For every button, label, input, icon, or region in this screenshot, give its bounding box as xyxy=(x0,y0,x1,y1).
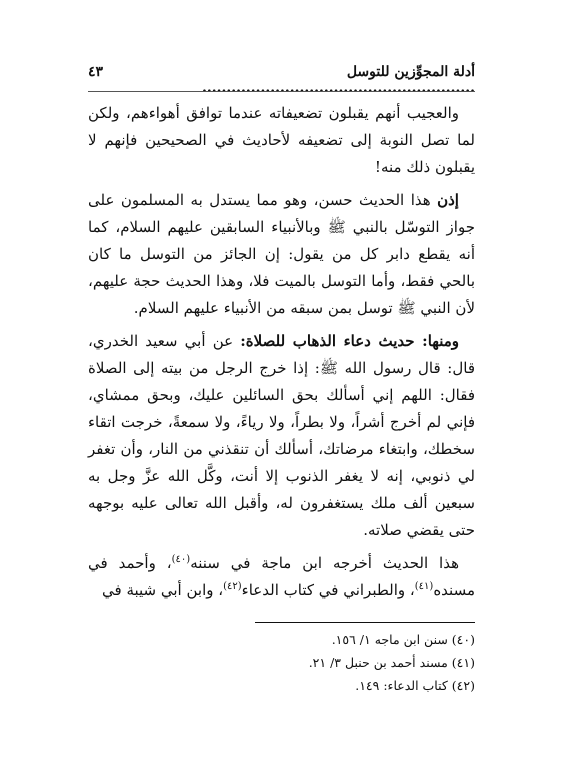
header-leader-dots: ........................................................ xyxy=(202,80,475,96)
footnote: (٤٢) كتاب الدعاء: ١٤٩. xyxy=(355,678,475,693)
paragraph-lead: إذن xyxy=(437,191,459,209)
paragraph xyxy=(88,187,475,322)
paragraph-text: والعجيب أنهم يقبلون تضعيفاته عندما توافق أهواءهم، ولكن لما تصل النوبة إلى تضعيفه لأحاديث في الصحيحين فإنهم لا يقبلون ذلك منه! xyxy=(88,104,475,176)
footnote-separator xyxy=(255,622,475,623)
footnote-ref[interactable]: (٤٢) xyxy=(223,581,242,592)
paragraph-text: هذا الحديث حسن، وهو مما يستدل به المسلمون على جواز التوسّل بالنبي ﷺ وبالأنبياء السابقين عليهم السلام، كما أنه يقطع دابر كل من يقول: إن الجائز من التوسل ما كان بالحي فقط، وأما التوسل بالميت فلا، وهذا الحديث حجة عليهم، لأن النبي ﷺ توسل بمن سبقه من الأنبياء عليهم السلام. xyxy=(88,191,475,317)
paragraph-text: هذا الحديث أخرجه ابن ماجة في سننه xyxy=(190,554,459,572)
footnotes xyxy=(88,628,475,697)
header-title: أدلة المجوِّزين للتوسل xyxy=(346,64,475,80)
running-header xyxy=(88,64,475,96)
footnote-ref[interactable]: (٤٠) xyxy=(171,554,191,565)
paragraph-text: ، وأحمد في مسنده xyxy=(88,554,475,599)
paragraph-text: ، والطبراني في كتاب الدعاء xyxy=(241,581,415,599)
paragraph xyxy=(88,100,475,181)
footnote: (٤٠) سنن ابن ماجه ١/ ١٥٦. xyxy=(331,632,475,647)
paragraph-text: ، وابن أبي شيبة في xyxy=(102,581,224,599)
header-rule xyxy=(88,91,475,92)
footnote: (٤١) مسند أحمد بن حنبل ٣/ ٢١. xyxy=(308,655,475,670)
paragraph-lead: ومنها: حديث دعاء الذهاب للصلاة: xyxy=(240,332,459,350)
paragraph xyxy=(88,328,475,544)
page-number: ٤٣ xyxy=(88,64,104,80)
main-text xyxy=(88,100,475,610)
footnote-ref[interactable]: (٤١) xyxy=(414,581,434,592)
paragraph-with-references xyxy=(88,550,475,604)
paragraph-text: عن أبي سعيد الخدري، قال: قال رسول الله ﷺ: إذا خرج الرجل من بيته إلى الصلاة فقال: اللهم إني أسألك بحق السائلين عليك، وبحق ممشاي، فإني لم أخرج أشراً، ولا بطراً، ولا رياءً، ولا سمعةً، خرجت اتقاء سخطك، وابتغاء مرضاتك، أسألك أن تنقذني من النار، وأن تغفر لي ذنوبي، إنه لا يغفر الذنوب إلا أنت، وكَّل الله عزَّ وجل به سبعين ألف ملك يستغفرون له، وأقبل الله تعالى عليه بوجهه حتى يقضي صلاته. xyxy=(88,332,475,539)
